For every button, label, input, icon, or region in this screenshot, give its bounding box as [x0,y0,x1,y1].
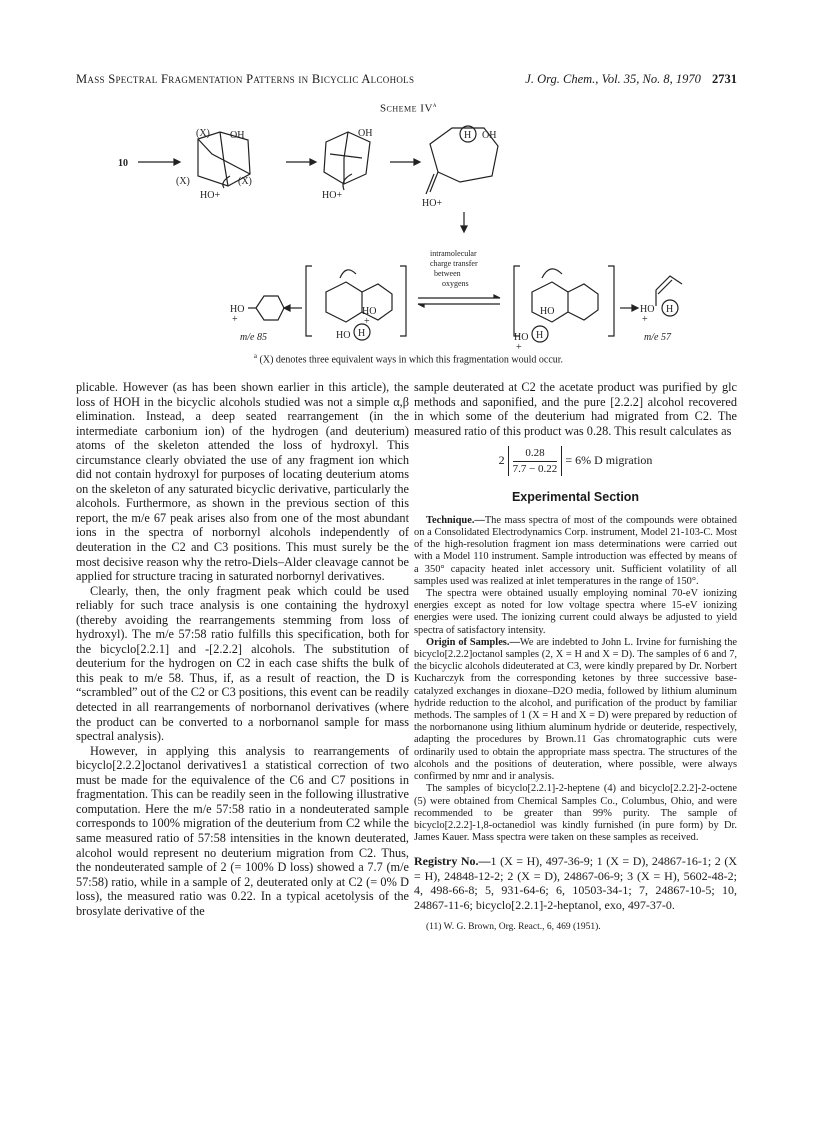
svg-text:HO+: HO+ [200,190,221,201]
structure-bracket-right [514,266,614,353]
paragraph: sample deuterated at C2 the acetate product was purified by glc methods and saponified, and the pure [2.2.2] alcohol recovered in which some of the deuterium had migrated from C2. The measured ratio of this product was 0.28. This result calculates as [414,380,737,438]
svg-text:(X): (X) [176,176,190,187]
journal-name: J. Org. Chem., [525,72,599,86]
svg-text:H: H [358,328,366,339]
structure-bicyclooctanol-ion [176,128,252,201]
scheme-footnote: $^a$ (X) denotes three equivalent ways in which this fragmentation would occur. [253,352,564,366]
svg-text:OH: OH [482,130,497,141]
svg-text:OH: OH [230,130,245,141]
registry-numbers: Registry No.—1 (X = H), 497-36-9; 1 (X = D), 24867-16-1; 2 (X = H), 24848-12-2; 2 (X = D), 24867-06-9; 3 (X = H), 5602-48-2; 4, 498-66-8; 5, 931-64-6; 6, 10503-34-1; 7, 24867-10-5; 10, 24867-11-6; bicyclo[2.2.1]-2-heptanol, exo, 497-37-0. [414,854,738,912]
section-heading: Experimental Section [511,490,640,505]
svg-text:intramolecular: intramolecular [430,249,477,258]
svg-text:HO: HO [362,306,377,317]
left-column [76,380,409,918]
svg-text:(X): (X) [196,128,210,139]
experimental-text: Technique.—The mass spectra of most of the compounds were obtained on a Consolidated Electrodynamics Corp. instrument, Model 21-103-C. Most of the high-resolution fragment ion mass determinations were carried out with a Model 110 instrument. Sample introduction was effected by means of a 350° capacity heated inlet accessory unit. Sufficient volatility of all samples used was realized at inlet temperatures in the range of 150°. The spectra were obtained usually employing nominal 70-eV ionizing energies except as noted for low voltage spectra where 15-eV ionizing energies were used. The ionizing current could always be adjusted to yield spectra of satisfactory intensity. Origin of Samples.—We are indebted to John L. Irvine for furnishing the bicyclo[2.2.2]octanol samples (2, X = H and X = D). The samples of 6 and 7, the bicyclic alcohols dideuterated at C3, were kindly prepared by Dr. Norbert Kucharczyk from the corresponding ketones by three successive base-catalyzed exchanges in dioxane–D2O media, followed by lithium aluminum hydride reduction to the alcohol, and purification of the product by familiar methods. The samples of 1 (X = H and X = D) were prepared by reduction of the norbornanone using lithium aluminum hydride or deuteride, respectively, adapting the procedures by Brown.11 Gas chromatographic cuts were ordinarily used to obtain the appropriate mass spectra. The structures of the alcohols and the positions of deuteration, where possible, were always confirmed by nmr and ir analysis. The samples of bicyclo[2.2.1]-2-heptene (4) and bicyclo[2.2.2]-2-octene (5) were obtained from Chemical Samples Co., Columbus, Ohio, and were recommended to be greater than 99% purity. The sample of bicyclo[2.2.2]-1,8-octanediol was kindly furnished (in pure form) by Dr. James Kauer. Mass spectra were taken on these samples as received. [414,514,737,844]
structure-ring-opened-ion [422,126,498,209]
migration-equation: 2 $\frac{0.28}{7.7 - 0.22}$ = 6% D migration [498,447,653,475]
journal-citation [525,72,737,87]
scheme-title: Scheme $IV^a$ [379,100,438,115]
svg-text:oxygens: oxygens [442,279,469,288]
volume-issue: Vol. 35, No. 8, 1970 [601,72,701,86]
charge-transfer-equilibrium [418,249,500,307]
svg-text:m/e 57: m/e 57 [644,332,671,343]
svg-text:HO: HO [230,304,245,315]
scheme-start-label: 10 [118,158,128,169]
svg-text:HO: HO [640,304,655,315]
paragraph: Clearly, then, the only fragment peak which could be used reliably for such trace analysis is one containing the hydroxyl (thereby avoiding the rearrangements stemming from loss of hydroxyl). The m/e 57:58 ratio fulfills this specification, both for the bicyclo[2.2.1] and -[2.2.2] alcohols. The substitution of deuterium for the hydrogen on C2 in each case shifts the bulk of this peak to m/e 58. Thus, if, as a result of reaction, the D is “scrambled” out of the C2 or C3 positions, this event can be readily detected in all rearrangements of norbornanol derivatives (where the product can be converted to a norbornanol sample for mass spectral analysis). [76,583,409,744]
svg-text:(X): (X) [238,176,252,187]
paragraph: However, in applying this analysis to rearrangements of bicyclo[2.2.2]octanol derivatives1 a statistical correction of two must be made for the equivalence of the C6 and C7 positions in fragmentation. This can be readily seen in the following illustrative computation. Here the m/e 57:58 ratio in a nondeuterated sample corresponds to 100% migration of the deuterium from C2 while the same measured ratio of 57:58 intensities in the known deuterated, alcohol would represent no deuterium migration from C2. Thus, the nondeuterated sample of 2 (= 100% D loss) showed a 7.7 (m/e 57:58) ratio, while in a sample of 2, deuterated only at C2 (= 0% D loss), the measured ratio was 0.22. In a typical acetolysis of the brosylate derivative of the [76,743,409,918]
svg-text:+: + [516,342,522,353]
svg-text:HO+: HO+ [422,198,443,209]
svg-text:+: + [364,316,370,327]
svg-text:H: H [464,130,472,141]
svg-text:OH: OH [358,128,373,139]
svg-text:HO: HO [514,332,529,343]
product-mz57 [640,276,682,343]
reference-11: (11) W. G. Brown, Org. React., 6, 469 (1951). [426,922,601,933]
svg-text:between: between [434,269,461,278]
svg-text:HO+: HO+ [322,190,343,201]
page-number: 2731 [712,72,737,86]
right-column [414,380,737,933]
svg-text:HO: HO [336,330,351,341]
paragraph: plicable. However (as has been shown earlier in this article), the loss of HOH in the bicyclic alcohols studied was not a simple α,β elimination. Instead, a deep seated rearrangement (in the intermediate carbonium ion) of the hydrogen (and deuterium) atoms of the skeleton attended the loss of hydroxyl. This circumstance clearly obviated the use of any fragment ion which did not contain hydroxyl for purposes of locating deuterium atoms on the skeleton of any saturated bicyclic derivative, particularly the alcohols. Furthermore, as shown in the previous section of this report, the m/e 67 peak arises also from one of the most abundant ions in the spectra of norbornyl alcohols independently of deuteration in the C2 and C3 positions. This must surely be the most decisive reason why the retro-Diels–Alder cleavage cannot be applied for structure tracing in saturated norbornyl derivatives. [76,380,409,584]
svg-text:H: H [536,330,544,341]
svg-text:charge transfer: charge transfer [430,259,478,268]
svg-text:m/e 85: m/e 85 [240,332,267,343]
product-mz85 [230,296,284,343]
reaction-scheme-diagram [100,114,720,354]
structure-cleaving-ion [322,128,372,201]
running-title: Mass Spectral Fragmentation Patterns in Bicyclic Alcohols [76,72,415,86]
structure-bracket-left [306,266,406,341]
svg-text:HO: HO [540,306,555,317]
svg-text:H: H [666,304,674,315]
svg-text:+: + [642,314,648,325]
svg-text:+: + [232,314,238,325]
